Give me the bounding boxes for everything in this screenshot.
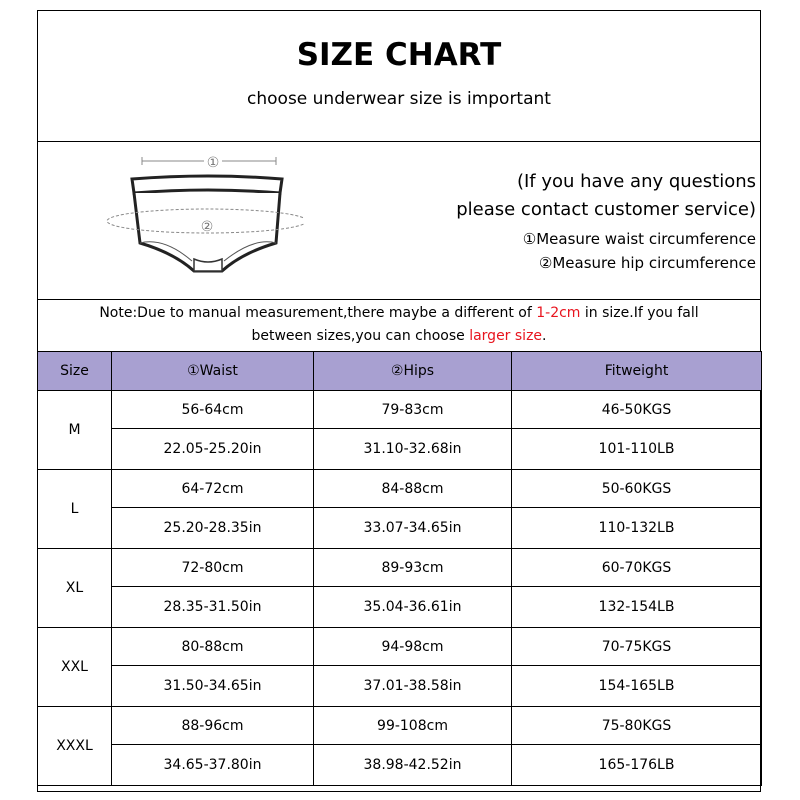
weight-lb-cell: 110-132LB	[512, 508, 762, 549]
hips-cm-cell: 84-88cm	[314, 470, 512, 508]
header-waist: ①Waist	[112, 352, 314, 391]
weight-lb-cell: 154-165LB	[512, 666, 762, 707]
waist-cm-cell: 64-72cm	[112, 470, 314, 508]
weight-kg-cell: 50-60KGS	[512, 470, 762, 508]
illustration-section	[38, 141, 760, 300]
waist-in-cell: 25.20-28.35in	[112, 508, 314, 549]
header-hips: ②Hips	[314, 352, 512, 391]
waist-in-cell: 34.65-37.80in	[112, 745, 314, 786]
page-subtitle: choose underwear size is important	[247, 89, 551, 109]
waist-in-cell: 28.35-31.50in	[112, 587, 314, 628]
note-text-3: between sizes,you can choose	[251, 328, 470, 344]
hips-in-cell: 37.01-38.58in	[314, 666, 512, 707]
size-cell: XL	[38, 549, 112, 628]
header-fitweight: Fitweight	[512, 352, 762, 391]
header-section	[38, 11, 760, 142]
waist-cm-cell: 80-88cm	[112, 628, 314, 666]
table-row	[38, 587, 762, 628]
note-text-4: .	[542, 328, 547, 344]
waist-marker: ①	[206, 155, 220, 171]
measure-hip-instruction: ②Measure hip circumference	[538, 254, 756, 272]
waist-cm-cell: 56-64cm	[112, 391, 314, 429]
size-cell: XXL	[38, 628, 112, 707]
waist-cm-cell: 88-96cm	[112, 707, 314, 745]
table-row	[38, 707, 762, 745]
hip-marker: ②	[200, 219, 214, 235]
measurement-note	[38, 299, 760, 351]
table-header-row	[38, 352, 762, 391]
hips-in-cell: 38.98-42.52in	[314, 745, 512, 786]
hips-cm-cell: 79-83cm	[314, 391, 512, 429]
weight-kg-cell: 46-50KGS	[512, 391, 762, 429]
hips-cm-cell: 89-93cm	[314, 549, 512, 587]
page-title: SIZE CHART	[296, 37, 502, 73]
header-size: Size	[38, 352, 112, 391]
table-row	[38, 391, 762, 429]
table-row	[38, 508, 762, 549]
weight-lb-cell: 165-176LB	[512, 745, 762, 786]
size-table	[37, 351, 762, 786]
contact-line-2: please contact customer service)	[456, 199, 756, 220]
hips-in-cell: 33.07-34.65in	[314, 508, 512, 549]
table-row	[38, 666, 762, 707]
note-text-1: Note:Due to manual measurement,there maybe a different of	[99, 305, 537, 321]
size-cell: L	[38, 470, 112, 549]
weight-kg-cell: 75-80KGS	[512, 707, 762, 745]
waist-cm-cell: 72-80cm	[112, 549, 314, 587]
note-highlight-larger-size: larger size	[469, 328, 543, 344]
note-highlight-tolerance: 1-2cm	[536, 305, 581, 321]
table-row	[38, 745, 762, 786]
waist-in-cell: 22.05-25.20in	[112, 429, 314, 470]
hips-cm-cell: 99-108cm	[314, 707, 512, 745]
table-row	[38, 429, 762, 470]
waist-in-cell: 31.50-34.65in	[112, 666, 314, 707]
contact-line-1: (If you have any questions	[516, 171, 756, 192]
weight-kg-cell: 70-75KGS	[512, 628, 762, 666]
table-row	[38, 549, 762, 587]
size-cell: XXXL	[38, 707, 112, 786]
weight-lb-cell: 101-110LB	[512, 429, 762, 470]
measure-waist-instruction: ①Measure waist circumference	[522, 230, 756, 248]
note-text-2: in size.If you fall	[580, 305, 699, 321]
table-row	[38, 628, 762, 666]
hips-cm-cell: 94-98cm	[314, 628, 512, 666]
size-cell: M	[38, 391, 112, 470]
table-row	[38, 470, 762, 508]
weight-lb-cell: 132-154LB	[512, 587, 762, 628]
underwear-diagram-icon	[104, 153, 304, 283]
weight-kg-cell: 60-70KGS	[512, 549, 762, 587]
hips-in-cell: 31.10-32.68in	[314, 429, 512, 470]
hips-in-cell: 35.04-36.61in	[314, 587, 512, 628]
